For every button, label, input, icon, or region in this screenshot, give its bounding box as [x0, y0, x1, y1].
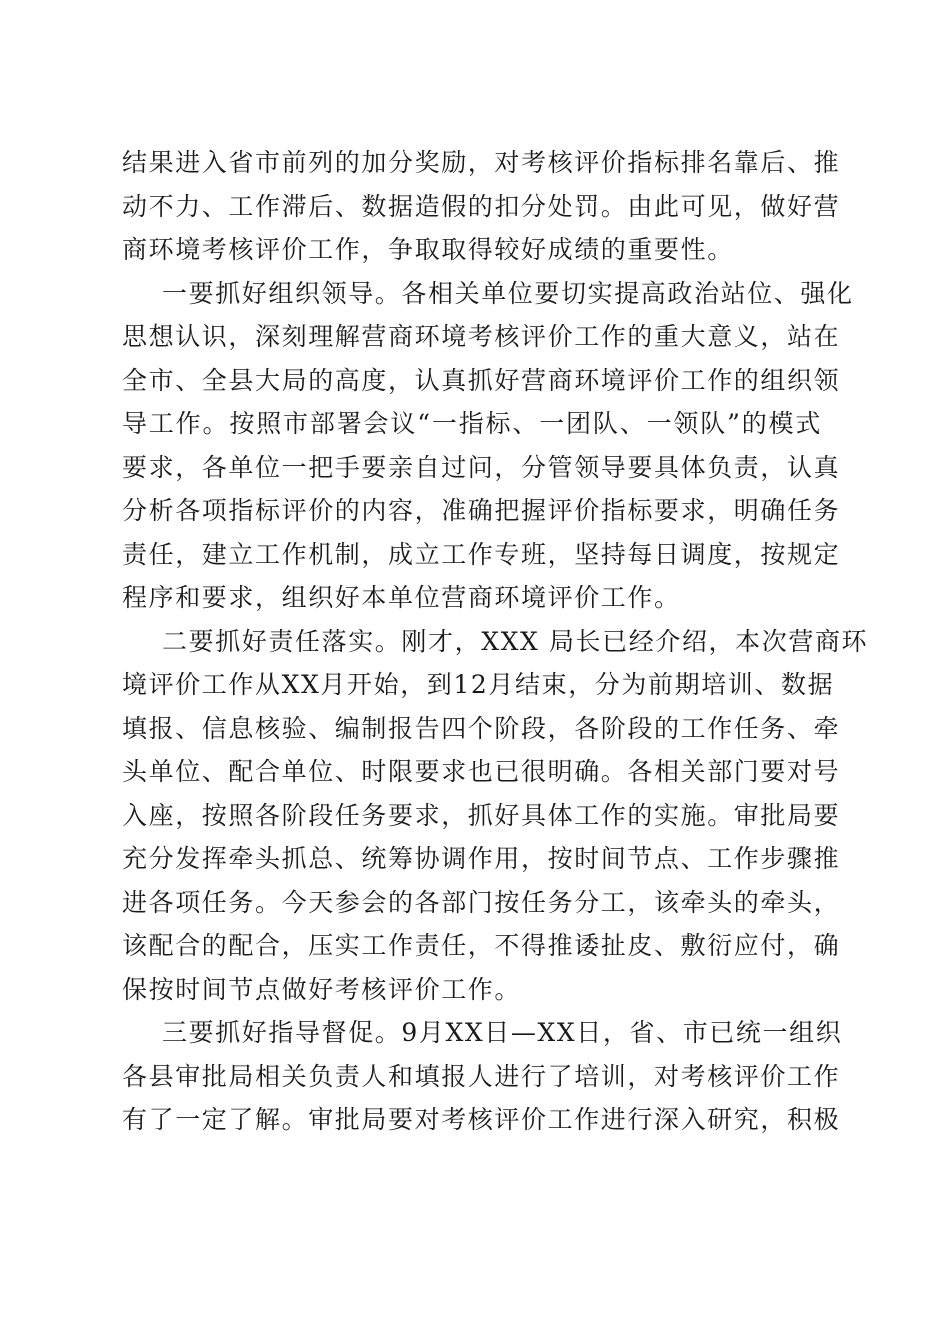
text-line: 一要抓好组织领导。各相关单位要切实提高政治站位、强化: [162, 278, 854, 308]
text-line: 全市、全县大局的高度，认真抓好营商环境评价工作的组织领: [122, 365, 841, 395]
text-line: 要求，各单位一把手要亲自过问，分管领导要具体负责，认真: [122, 452, 841, 482]
text-line: 进各项任务。今天参会的各部门按任务分工，该牵头的牵头，: [122, 887, 841, 917]
text-line: 各县审批局相关负责人和填报人进行了培训，对考核评价工作: [122, 1061, 841, 1091]
text-line: 三要抓好指导督促。9月XX日—XX日，省、市已统一组织: [162, 1018, 843, 1047]
text-line: 二要抓好责任落实。刚才，XXX 局长已经介绍，本次营商环: [162, 626, 869, 656]
text-line: 入座，按照各阶段任务要求，抓好具体工作的实施。审批局要: [122, 800, 841, 830]
text-line: 有了一定了解。审批局要对考核评价工作进行深入研究，积极: [122, 1105, 841, 1134]
text-line: 分析各项指标评价的内容，准确把握评价指标要求，明确任务: [122, 496, 841, 525]
text-line: 责任，建立工作机制，成立工作专班，坚持每日调度，按规定: [122, 539, 841, 569]
paragraph-3: [122, 620, 869, 1012]
text-line: 充分发挥牵头抓总、统筹协调作用，按时间节点、工作步骤推: [122, 844, 841, 873]
text-line: 商环境考核评价工作，争取取得较好成绩的重要性。: [122, 235, 734, 264]
text-line: 境评价工作从XX月开始，到12月结束，分为前期培训、数据: [122, 670, 835, 699]
text-line: 结果进入省市前列的加分奖励，对考核评价指标排名靠后、推: [122, 148, 841, 177]
text-line: 动不力、工作滞后、数据造假的扣分处罚。由此可见，做好营: [122, 191, 841, 221]
text-line: 该配合的配合，压实工作责任，不得推诿扯皮、敷衍应付，确: [122, 931, 841, 960]
text-line: 程序和要求，组织好本单位营商环境评价工作。: [122, 583, 681, 612]
text-line: 头单位、配合单位、时限要求也已很明确。各相关部门要对号: [122, 757, 841, 786]
text-line: 保按时间节点做好考核评价工作。: [122, 974, 522, 1004]
text-line: 导工作。按照市部署会议“一指标、一团队、一领队”的模式: [122, 409, 822, 438]
body-text: [122, 141, 869, 1142]
paragraph-2: [122, 272, 854, 620]
paragraph-1: [122, 141, 841, 272]
paragraph-4: [122, 1011, 843, 1142]
text-line: 填报、信息核验、编制报告四个阶段，各阶段的工作任务、牵: [122, 713, 841, 743]
text-line: 思想认识，深刻理解营商环境考核评价工作的重大意义，站在: [122, 322, 841, 351]
